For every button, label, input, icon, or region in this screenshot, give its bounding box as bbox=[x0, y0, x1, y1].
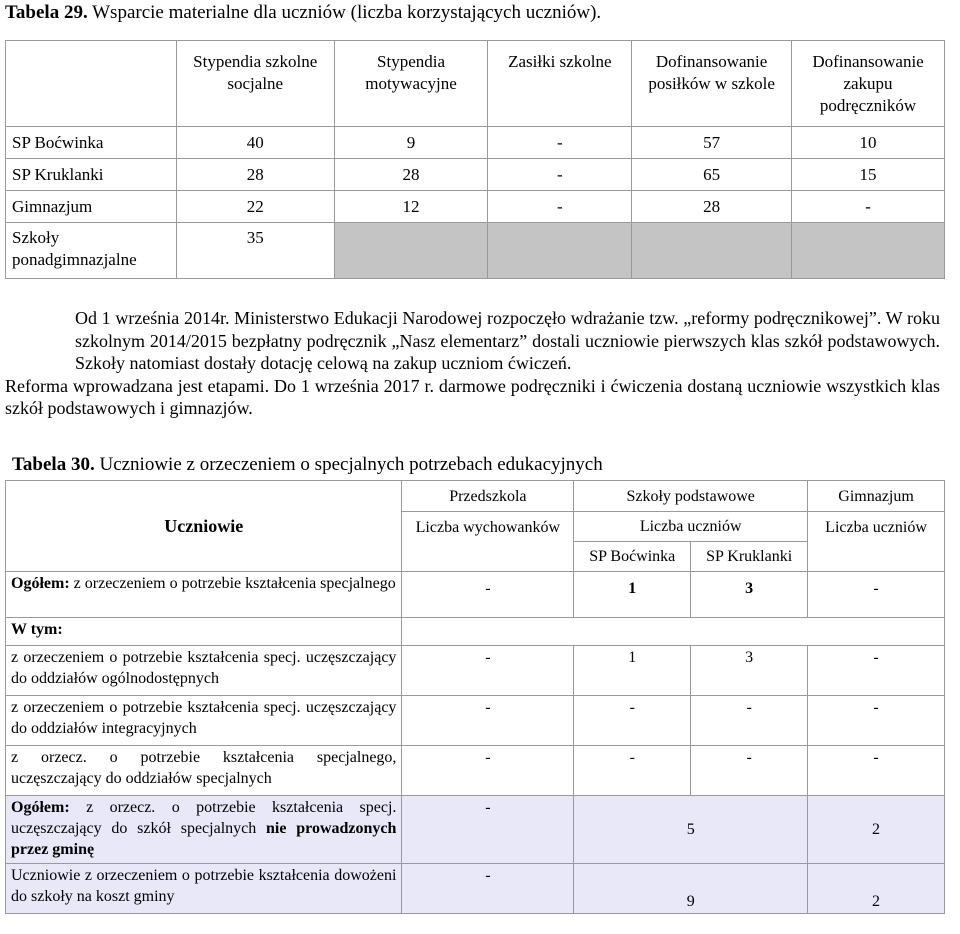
row-label: Szkoły ponadgimnazjalne bbox=[6, 223, 177, 279]
row-label: z orzeczeniem o potrzebie kształcenia specj. uczęszczający do oddziałów integracyjnych bbox=[6, 696, 402, 746]
empty-gray-cell bbox=[792, 223, 945, 279]
row-label: SP Kruklanki bbox=[6, 159, 177, 191]
cell: - bbox=[808, 696, 945, 746]
empty-gray-cell bbox=[488, 223, 632, 279]
cell: 10 bbox=[792, 127, 945, 159]
row-label: Ogółem: z orzeczeniem o potrzebie kształcenia specjalnego bbox=[6, 572, 402, 618]
header-sp-kruklanki: SP Kruklanki bbox=[691, 542, 808, 572]
cell: 22 bbox=[176, 191, 334, 223]
cell: 1 bbox=[574, 646, 691, 696]
empty-cell bbox=[402, 618, 945, 646]
cell: 40 bbox=[176, 127, 334, 159]
header-gimnazjum: Gimnazjum bbox=[808, 481, 945, 512]
header-liczba-wychowankow: Liczba wychowanków bbox=[402, 512, 574, 572]
cell: 9 bbox=[334, 127, 488, 159]
cell: 2 bbox=[808, 864, 945, 914]
header-szkoly-podstawowe: Szkoły podstawowe bbox=[574, 481, 808, 512]
row-label: W tym: bbox=[6, 618, 402, 646]
cell: 5 bbox=[574, 796, 808, 864]
row-label: Gimnazjum bbox=[6, 191, 177, 223]
cell: 1 bbox=[574, 572, 691, 618]
header-cell: Dofinansowanie posiłków w szkole bbox=[632, 41, 792, 127]
table-row bbox=[6, 223, 945, 279]
table-row bbox=[6, 696, 945, 746]
header-przedszkola: Przedszkola bbox=[402, 481, 574, 512]
row-label: Uczniowie z orzeczeniem o potrzebie kształcenia dowożeni do szkoły na koszt gminy bbox=[6, 864, 402, 914]
table-row bbox=[6, 864, 945, 914]
table-row bbox=[6, 127, 945, 159]
cell: - bbox=[488, 191, 632, 223]
table-30 bbox=[5, 480, 945, 914]
row-label: SP Boćwinka bbox=[6, 127, 177, 159]
cell: 28 bbox=[632, 191, 792, 223]
cell: - bbox=[691, 746, 808, 796]
cell: - bbox=[574, 696, 691, 746]
table-row bbox=[6, 572, 945, 618]
header-cell: Zasiłki szkolne bbox=[488, 41, 632, 127]
header-liczba-uczniow: Liczba uczniów bbox=[574, 512, 808, 542]
cell: - bbox=[808, 746, 945, 796]
cell: 2 bbox=[808, 796, 945, 864]
body-paragraph bbox=[5, 307, 940, 420]
header-uczniowie: Uczniowie bbox=[6, 481, 402, 572]
cell: 15 bbox=[792, 159, 945, 191]
cell: - bbox=[402, 572, 574, 618]
cell: 3 bbox=[691, 572, 808, 618]
cell: 57 bbox=[632, 127, 792, 159]
header-sp-bocwinka: SP Boćwinka bbox=[574, 542, 691, 572]
cell: - bbox=[574, 746, 691, 796]
cell: - bbox=[691, 696, 808, 746]
table-30-title: Tabela 30. Uczniowie z orzeczeniem o specjalnych potrzebach edukacyjnych bbox=[12, 454, 603, 475]
row-label: z orzecz. o potrzebie kształcenia specjalnego, uczęszczający do oddziałów specjalnych bbox=[6, 746, 402, 796]
row-label: z orzeczeniem o potrzebie kształcenia specj. uczęszczający do oddziałów ogólnodostępnych bbox=[6, 646, 402, 696]
cell: 28 bbox=[334, 159, 488, 191]
cell: 35 bbox=[176, 223, 334, 279]
cell: 12 bbox=[334, 191, 488, 223]
table-row bbox=[6, 746, 945, 796]
table-29-header-row bbox=[6, 41, 945, 127]
cell: - bbox=[402, 696, 574, 746]
cell: - bbox=[792, 191, 945, 223]
header-cell: Dofinansowanie zakupu podręczników bbox=[792, 41, 945, 127]
cell: 28 bbox=[176, 159, 334, 191]
cell: - bbox=[402, 746, 574, 796]
cell: - bbox=[402, 864, 574, 914]
cell: - bbox=[808, 572, 945, 618]
header-cell: Stypendia motywacyjne bbox=[334, 41, 488, 127]
table-row bbox=[6, 159, 945, 191]
cell: 9 bbox=[574, 864, 808, 914]
header-cell: Stypendia szkolne socjalne bbox=[176, 41, 334, 127]
cell: 3 bbox=[691, 646, 808, 696]
paragraph-text-1: Od 1 września 2014r. Ministerstwo Edukacji Narodowej rozpoczęło wdrażanie tzw. „reformy podręcznikowej”. W roku szkolnym 2014/2015 bezpłatny podręcznik „Nasz elementarz” dostali uczniowie pierwszych klas szkół podstawowych. Szkoły natomiast dostały dotację celową na zakup uczniom ćwiczeń. bbox=[75, 308, 940, 373]
table-row bbox=[6, 796, 945, 864]
table-row bbox=[6, 191, 945, 223]
cell: - bbox=[488, 159, 632, 191]
cell: - bbox=[488, 127, 632, 159]
table-29-title: Tabela 29. Wsparcie materialne dla uczniów (liczba korzystających uczniów). bbox=[5, 2, 602, 23]
paragraph-text-2: Reforma wprowadzana jest etapami. Do 1 września 2017 r. darmowe podręczniki i ćwiczenia dostaną uczniowie wszystkich klas szkół podstawowych i gimnazjów. bbox=[5, 375, 940, 418]
empty-gray-cell bbox=[632, 223, 792, 279]
row-label: Ogółem: z orzecz. o potrzebie kształcenia specj. uczęszczający do szkół specjalnych nie prowadzonych przez gminę bbox=[6, 796, 402, 864]
table-29 bbox=[5, 40, 945, 279]
corner-cell bbox=[6, 41, 177, 127]
cell: - bbox=[402, 796, 574, 864]
empty-gray-cell bbox=[334, 223, 488, 279]
table-row bbox=[6, 646, 945, 696]
header-liczba-uczniow-gim: Liczba uczniów bbox=[808, 512, 945, 572]
cell: - bbox=[808, 646, 945, 696]
table-row bbox=[6, 618, 945, 646]
cell: - bbox=[402, 646, 574, 696]
cell: 65 bbox=[632, 159, 792, 191]
